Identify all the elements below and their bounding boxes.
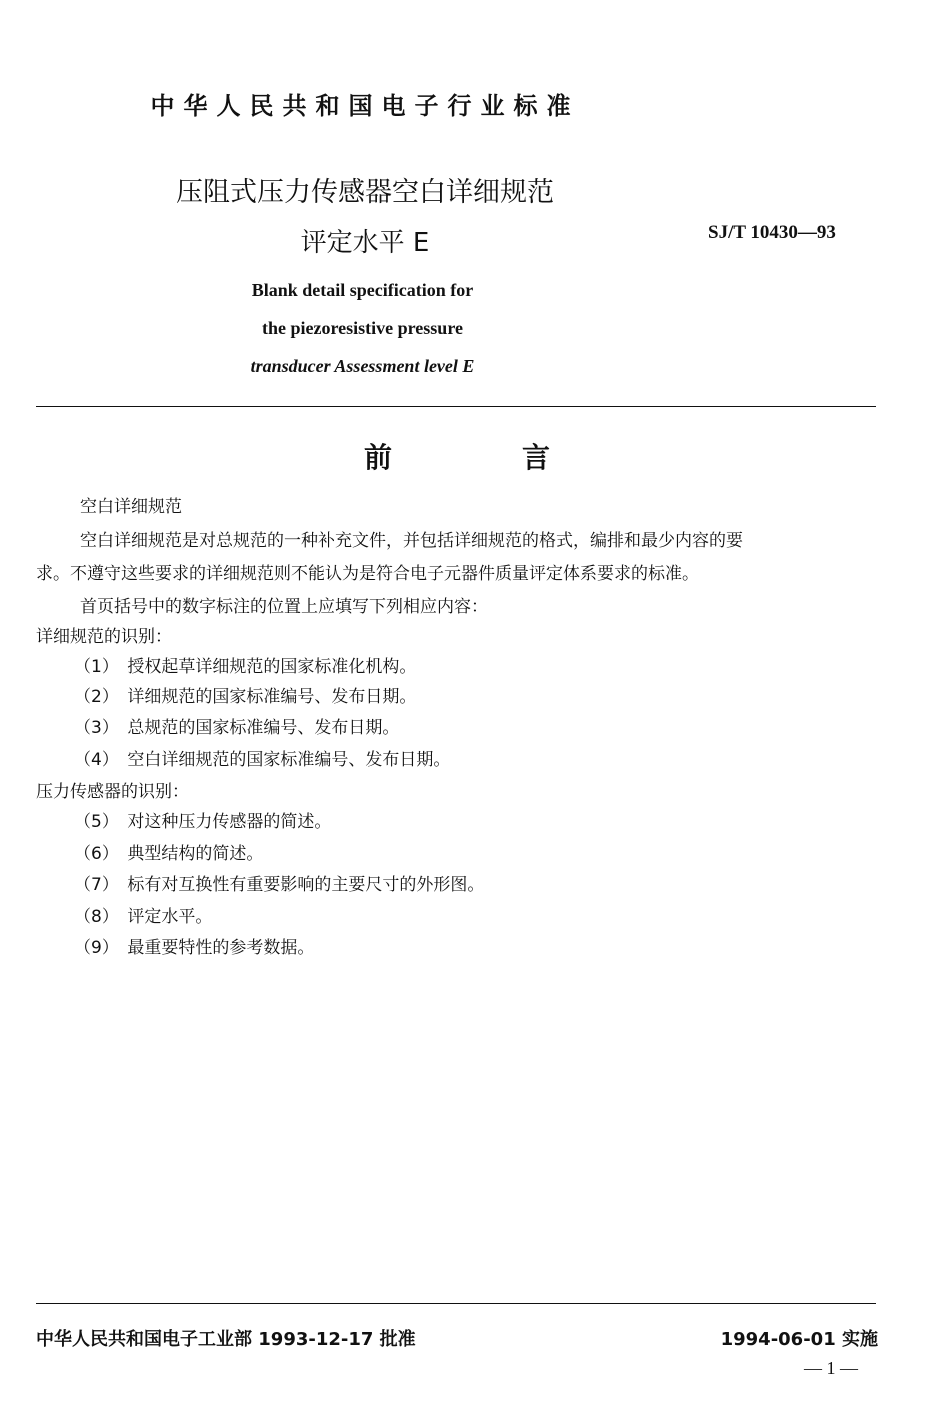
effective-text: 1994-06-01 实施 [720, 1329, 878, 1350]
list-item: （7） 标有对互换性有重要影响的主要尺寸的外形图。 [74, 875, 485, 895]
list-item: （2） 详细规范的国家标准编号、发布日期。 [74, 687, 417, 707]
section-title-char2: 言 [522, 441, 551, 474]
list-item: （5） 对这种压力传感器的简述。 [74, 812, 332, 832]
body-line: 详细规范的识别： [36, 627, 172, 647]
page-number: — 1 — [804, 1358, 858, 1378]
body-line: 空白详细规范是对总规范的一种补充文件，并包括详细规范的格式，编排和最少内容的要 [80, 531, 743, 551]
body-line: 压力传感器的识别： [36, 782, 189, 802]
list-item: （4） 空白详细规范的国家标准编号、发布日期。 [74, 750, 451, 770]
body-line: 首页括号中的数字标注的位置上应填写下列相应内容： [80, 597, 488, 617]
title-en-line2: the piezoresistive pressure [262, 318, 463, 338]
list-item: （6） 典型结构的简述。 [74, 844, 264, 864]
title-en-line3: transducer Assessment level E [250, 356, 475, 376]
section-title-char1: 前 [364, 441, 393, 474]
title-cn-line2: 评定水平 E [300, 228, 430, 258]
list-item: （9） 最重要特性的参考数据。 [74, 938, 315, 958]
approval-text: 中华人民共和国电子工业部 1993-12-17 批准 [36, 1329, 416, 1350]
standard-header: 中华人民共和国电子行业标准 [150, 92, 580, 120]
standard-code: SJ/T 10430—93 [708, 222, 836, 243]
list-item: （8） 评定水平。 [74, 907, 213, 927]
body-line: 求。不遵守这些要求的详细规范则不能认为是符合电子元器件质量评定体系要求的标准。 [36, 564, 699, 584]
title-cn-line1: 压阻式压力传感器空白详细规范 [176, 177, 554, 208]
top-divider [36, 406, 876, 407]
list-item: （1） 授权起草详细规范的国家标准化机构。 [74, 657, 417, 677]
body-line: 空白详细规范 [80, 497, 182, 517]
bottom-divider [36, 1303, 876, 1304]
list-item: （3） 总规范的国家标准编号、发布日期。 [74, 718, 400, 738]
title-en-line1: Blank detail specification for [251, 280, 474, 300]
